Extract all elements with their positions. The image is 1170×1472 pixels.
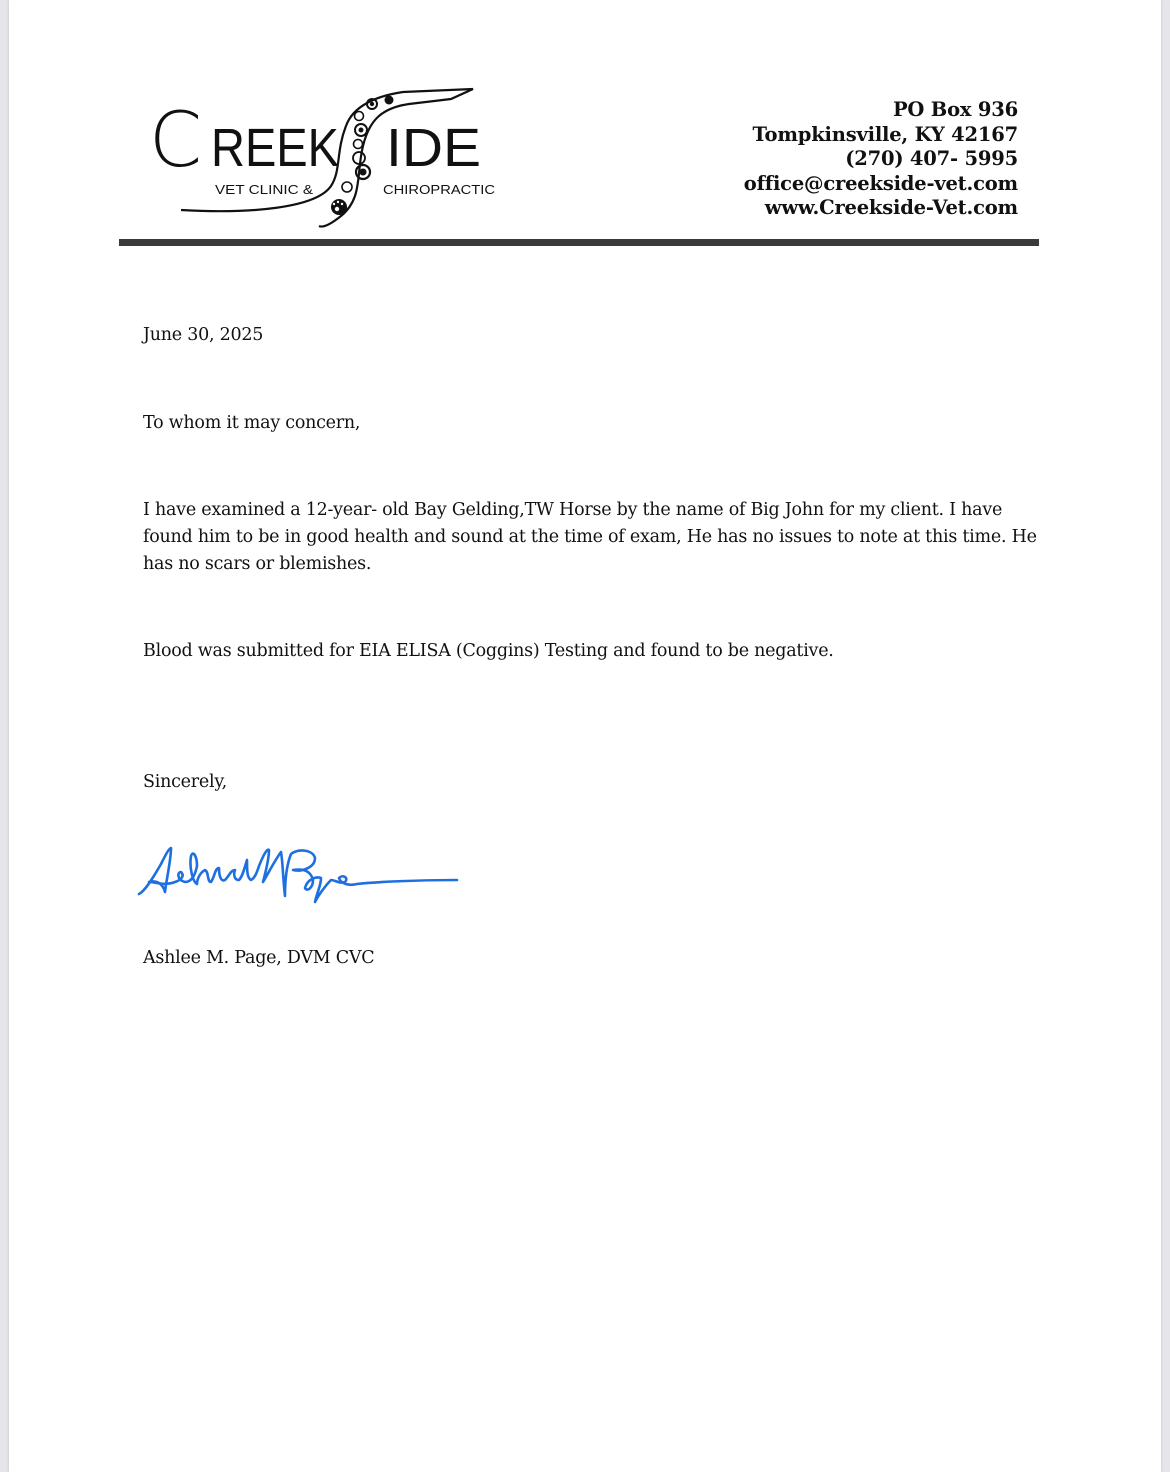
- city-state-zip: Tompkinsville, KY 42167: [752, 122, 1018, 146]
- website-link[interactable]: www.Creekside-Vet.com: [764, 196, 1018, 219]
- vertebra-icon: [385, 96, 394, 105]
- logo-letter-c: C: [149, 95, 203, 184]
- contact-block: [744, 98, 1018, 221]
- po-box: PO Box 936: [892, 98, 1018, 121]
- letter-page: [9, 0, 1161, 1472]
- logo-tagline-right: CHIROPRACTIC: [383, 182, 495, 197]
- handwritten-signature: [135, 836, 475, 916]
- header-divider: [119, 239, 1039, 246]
- letter-paragraph-exam: I have examined a 12-year- old Bay Gelding,TW Horse by the name of Big John for my client. I have found him to be in good health and sound at the time of exam, He has no issues to note at this time. He has no scars or blemishes.: [143, 500, 1037, 574]
- logo-wordmark-right: IDE: [386, 118, 481, 178]
- logo-wordmark-left: REEK: [211, 118, 339, 178]
- signer-name: Ashlee M. Page, DVM CVC: [143, 948, 375, 968]
- creekside-logo: [141, 86, 501, 232]
- logo-tagline-left: VET CLINIC &: [215, 182, 314, 197]
- email-address[interactable]: office@creekside-vet.com: [743, 171, 1018, 195]
- letter-date: June 30, 2025: [143, 325, 264, 345]
- phone-number: (270) 407- 5995: [845, 147, 1018, 170]
- letter-salutation: To whom it may concern,: [143, 413, 361, 433]
- letter-paragraph-coggins: Blood was submitted for EIA ELISA (Coggins) Testing and found to be negative.: [143, 641, 834, 661]
- letter-closing: Sincerely,: [143, 772, 227, 792]
